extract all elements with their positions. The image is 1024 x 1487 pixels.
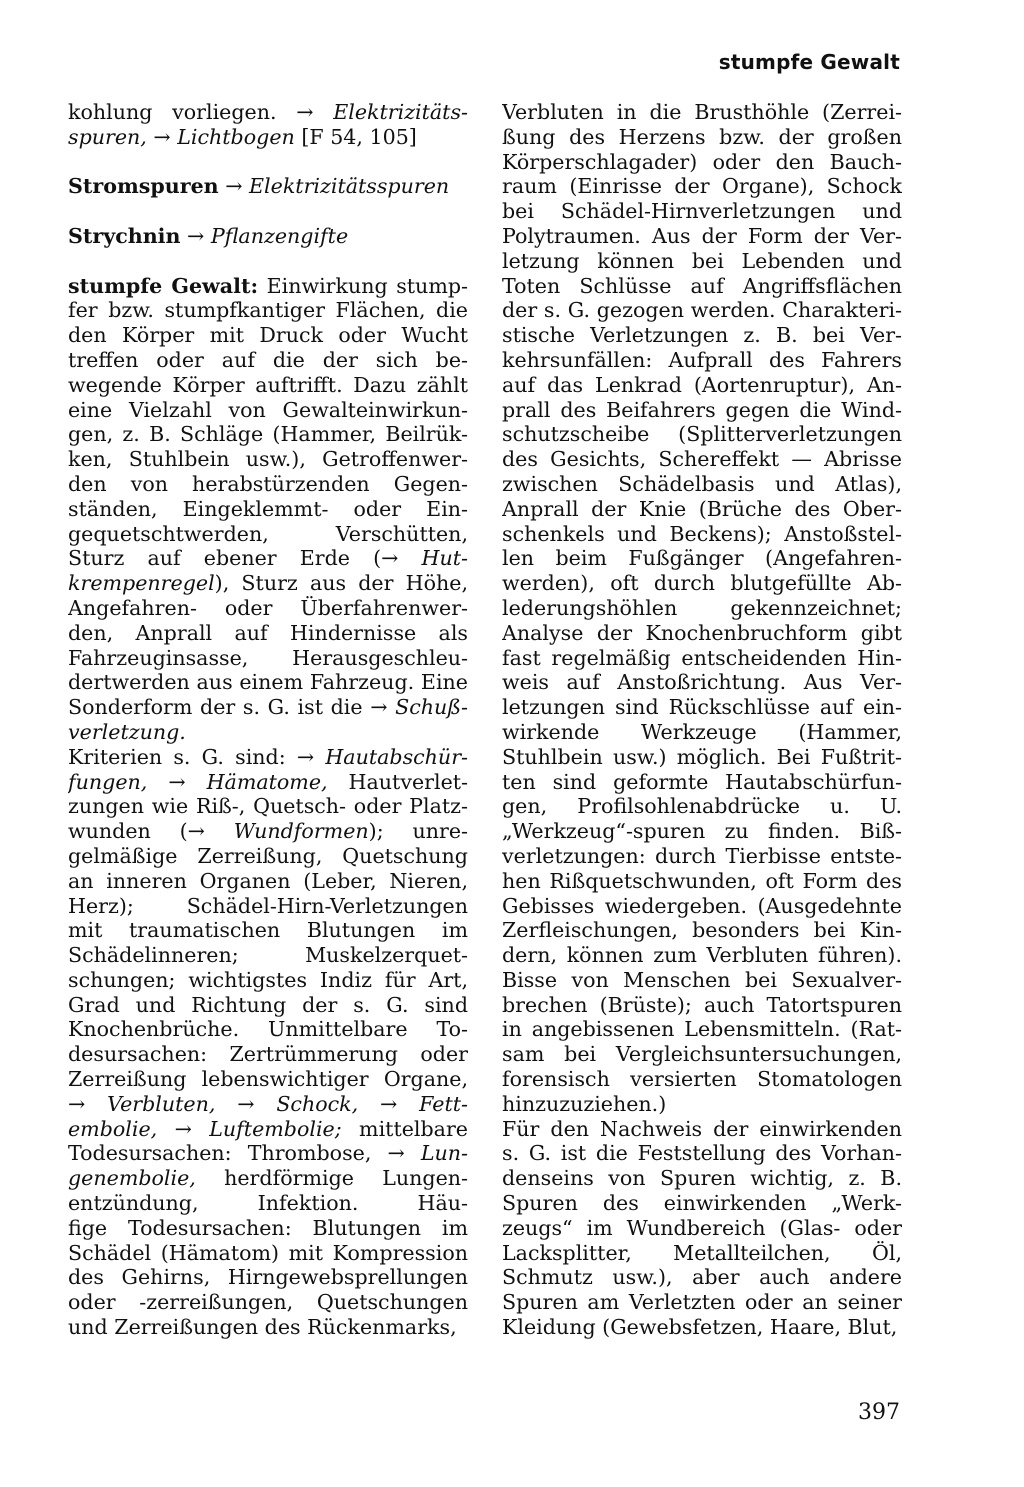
text-line	[68, 447, 468, 472]
text-run: →	[218, 174, 250, 199]
text-line	[68, 100, 468, 125]
text-line	[68, 1067, 468, 1092]
text-run: Bisse von Menschen bei Sexualver-	[502, 967, 902, 992]
right-column	[502, 100, 902, 1340]
text-run: Toten Schlüsse auf Angriffsflächen	[502, 273, 902, 298]
text-line	[502, 298, 902, 323]
text-line	[68, 844, 468, 869]
text-run: schutzscheibe (Splitterverletzungen	[502, 422, 902, 447]
text-line	[502, 348, 902, 373]
text-line	[68, 571, 468, 596]
text-line	[68, 522, 468, 547]
cross-reference: Elektrizitäts-	[333, 100, 468, 124]
text-line	[502, 720, 902, 745]
text-line	[68, 472, 468, 497]
text-run: prall des Beifahrers gegen die Wind-	[502, 397, 902, 422]
text-run: wunden (→	[68, 819, 234, 844]
text-line	[502, 398, 902, 423]
text-line	[502, 869, 902, 894]
text-run: Analyse der Knochenbruchform gibt	[502, 620, 902, 645]
text-run: und Zerreißungen des Rückenmarks,	[68, 1315, 457, 1340]
running-head: stumpfe Gewalt	[718, 50, 900, 74]
text-run: Sturz auf ebener Erde (→	[68, 546, 422, 571]
text-line	[68, 943, 468, 968]
headword: stumpfe Gewalt:	[68, 273, 259, 298]
text-run: Gebisses wiedergeben. (Ausgedehnte	[502, 893, 902, 918]
text-line	[68, 1315, 468, 1340]
text-run: entzündung, Infektion. Häu-	[68, 1191, 468, 1216]
text-run: in angebissenen Lebensmitteln. (Rat-	[502, 1017, 902, 1042]
text-line	[502, 497, 902, 522]
text-run: des Gesichts, Schereffekt — Abrisse	[502, 447, 902, 472]
cross-reference: Hämatome,	[206, 769, 328, 794]
text-run: Stuhlbein usw.) möglich. Bei Fußtrit-	[502, 744, 902, 769]
text-run: treffen oder auf die der sich be-	[68, 347, 468, 372]
text-run: Kleidung (Gewebsfetzen, Haare, Blut,	[502, 1315, 898, 1340]
text-line	[68, 646, 468, 671]
text-line	[68, 918, 468, 943]
headword: Strychnin	[68, 223, 181, 248]
text-line	[502, 819, 902, 844]
text-line	[68, 1017, 468, 1042]
text-line	[502, 571, 902, 596]
text-run: wegende Körper auftrifft. Dazu zählt	[68, 372, 468, 397]
text-run: Fahrzeuginsasse, Herausgeschleu-	[68, 645, 468, 670]
text-line	[68, 1265, 468, 1290]
text-run: kehrsunfällen: Aufprall des Fahrers	[502, 347, 902, 372]
text-line	[68, 720, 468, 745]
text-line	[502, 323, 902, 348]
text-run: an inneren Organen (Leber, Nieren,	[68, 868, 468, 893]
text-line	[502, 596, 902, 621]
text-run: schenkels und Beckens); Anstoßstel-	[502, 521, 902, 546]
text-line	[68, 621, 468, 646]
text-run: „Werkzeug“-spuren zu finden. Biß-	[502, 819, 902, 844]
cross-reference: Schuß-	[395, 695, 468, 720]
text-run: den von herabstürzenden Gegen-	[68, 471, 468, 496]
headword: Stromspuren	[68, 174, 219, 199]
text-run: →	[180, 223, 211, 248]
text-run: verletzungen: durch Tierbisse entste-	[502, 843, 902, 868]
text-run: brechen (Brüste); auch Tatortspuren	[502, 992, 902, 1017]
text-run: Schädelinneren; Muskelzerquet-	[68, 943, 468, 968]
text-line	[68, 298, 468, 323]
text-line	[502, 224, 902, 249]
text-line	[502, 993, 902, 1018]
text-run: Schmutz usw.), aber auch andere	[502, 1265, 902, 1290]
text-run: mit traumatischen Blutungen im	[68, 918, 468, 943]
text-line	[502, 522, 902, 547]
text-run: den, Anprall auf Hindernisse als	[68, 620, 468, 645]
text-line	[502, 373, 902, 398]
text-line	[502, 1216, 902, 1241]
cross-reference: Luftembolie;	[209, 1116, 342, 1141]
text-line	[68, 398, 468, 423]
text-run: Spuren des einwirkenden „Werk-	[502, 1191, 902, 1216]
text-line	[502, 150, 902, 175]
text-line	[68, 497, 468, 522]
text-line	[68, 993, 468, 1018]
text-run: →	[358, 1091, 420, 1116]
text-run: sam bei Vergleichsuntersuchungen,	[502, 1042, 902, 1067]
text-line	[502, 670, 902, 695]
text-line	[68, 1117, 468, 1142]
text-line	[68, 745, 468, 770]
text-line	[502, 745, 902, 770]
text-line	[502, 125, 902, 150]
text-run: dertwerden aus einem Fahrzeug. Eine	[68, 670, 468, 695]
text-line	[502, 770, 902, 795]
text-run: kohlung vorliegen. →	[68, 100, 334, 124]
text-run: den Körper mit Druck oder Wucht	[68, 323, 468, 348]
text-line	[502, 943, 902, 968]
text-line	[68, 695, 468, 720]
text-run: Hautverlet-	[327, 769, 468, 794]
text-run: letzung können bei Lebenden und	[502, 248, 902, 273]
text-run: →	[157, 1116, 210, 1141]
text-line	[502, 100, 902, 125]
text-run: hinzuzuziehen.)	[502, 1091, 667, 1116]
text-line	[68, 1166, 468, 1191]
text-line	[502, 546, 902, 571]
text-run: zwischen Schädelbasis und Atlas),	[502, 471, 902, 496]
text-run: Grad und Richtung der s. G. sind	[68, 992, 468, 1017]
text-line	[502, 1017, 902, 1042]
text-run: Schädel (Hämatom) mit Kompression	[68, 1240, 468, 1265]
text-run: Herz); Schädel-Hirn-Verletzungen	[68, 893, 468, 918]
cross-reference: Pflanzengifte	[210, 223, 349, 248]
text-run: werden), oft durch blutgefüllte Ab-	[502, 571, 902, 596]
left-column	[68, 100, 468, 1340]
text-run: hen Rißquetschwunden, oft Form des	[502, 868, 902, 893]
text-run: zeugs“ im Wundbereich (Glas- oder	[502, 1215, 902, 1240]
text-run: lederungshöhlen gekennzeichnet;	[502, 595, 902, 620]
text-run: ten sind geformte Hautabschürfun-	[502, 769, 902, 794]
text-line	[68, 1042, 468, 1067]
text-line	[68, 1241, 468, 1266]
text-run: len beim Fußgänger (Angefahren-	[502, 546, 902, 571]
text-run: Knochenbrüche. Unmittelbare To-	[68, 1017, 468, 1042]
text-run: Lacksplitter, Metallteilchen, Öl,	[502, 1240, 902, 1265]
text-line	[68, 894, 468, 919]
text-run: wirkende Werkzeuge (Hammer,	[502, 719, 902, 744]
cross-reference: Hut-	[421, 546, 468, 571]
text-line	[68, 1092, 468, 1117]
text-run: fast regelmäßig entscheidenden Hin-	[502, 645, 902, 670]
text-line	[502, 1117, 902, 1142]
cross-reference: Wundformen	[233, 819, 369, 844]
text-run: Zerreißung lebenswichtiger Organe,	[68, 1067, 468, 1092]
cross-reference: embolie,	[68, 1116, 158, 1141]
text-line	[502, 1092, 902, 1117]
text-line	[68, 1191, 468, 1216]
text-run: mittelbare	[341, 1116, 468, 1141]
text-line	[502, 695, 902, 720]
text-line	[502, 1315, 902, 1340]
text-run: forensisch versierten Stomatologen	[502, 1067, 902, 1092]
text-line	[502, 646, 902, 671]
cross-reference: Fett-	[419, 1091, 468, 1116]
text-line	[502, 1067, 902, 1092]
text-run: ); unre-	[368, 819, 468, 844]
text-line	[68, 174, 468, 199]
cross-reference: Verbluten,	[107, 1091, 216, 1116]
text-run: fige Todesursachen: Blutungen im	[68, 1215, 468, 1240]
text-run: →	[147, 769, 207, 794]
cross-reference: Lun-	[420, 1141, 468, 1166]
text-line	[68, 770, 468, 795]
paragraph-gap	[68, 199, 468, 224]
cross-reference: verletzung.	[68, 719, 186, 744]
text-line	[502, 794, 902, 819]
text-run: Angefahren- oder Überfahrenwer-	[68, 595, 468, 620]
text-run: Sonderform der s. G. ist die →	[68, 695, 396, 720]
text-run: der s. G. gezogen werden. Charakteri-	[502, 298, 902, 323]
text-line	[502, 199, 902, 224]
text-line	[68, 373, 468, 398]
text-line	[502, 1191, 902, 1216]
cross-reference: Lichtbogen	[177, 124, 295, 149]
paragraph-gap	[68, 249, 468, 274]
text-run: →	[146, 124, 178, 149]
text-run: ständen, Eingeklemmt- oder Ein-	[68, 496, 468, 521]
text-run: zungen wie Riß-, Quetsch- oder Platz-	[68, 794, 468, 819]
text-line	[502, 1265, 902, 1290]
text-run: stische Verletzungen z. B. bei Ver-	[502, 323, 902, 348]
text-run: oder -zerreißungen, Quetschungen	[68, 1290, 468, 1315]
text-line	[502, 422, 902, 447]
text-run: des Gehirns, Hirngewebsprellungen	[68, 1265, 468, 1290]
text-run: [F 54, 105]	[294, 124, 417, 149]
text-line	[68, 274, 468, 299]
text-line	[502, 1166, 902, 1191]
text-run: Spuren am Verletzten oder an seiner	[502, 1290, 902, 1315]
paragraph-gap	[68, 150, 468, 175]
text-run: bei Schädel-Hirnverletzungen und	[502, 199, 902, 224]
text-line	[68, 794, 468, 819]
text-run: schungen; wichtigstes Indiz für Art,	[68, 967, 468, 992]
text-run: weis auf Anstoßrichtung. Aus Ver-	[502, 670, 902, 695]
cross-reference: Hautabschür-	[325, 744, 468, 769]
cross-reference: spuren,	[68, 124, 147, 149]
text-line	[68, 1290, 468, 1315]
text-line	[68, 819, 468, 844]
text-line	[68, 224, 468, 249]
page-number: 397	[858, 1400, 900, 1425]
text-run: letzungen sind Rückschlüsse auf ein-	[502, 695, 902, 720]
text-line	[502, 1290, 902, 1315]
text-run: gelmäßige Zerreißung, Quetschung	[68, 843, 468, 868]
text-run: ßung des Herzens bzw. der großen	[502, 124, 902, 149]
cross-reference: fungen,	[68, 769, 148, 794]
text-run: dern, können zum Verbluten führen).	[502, 943, 902, 968]
text-run: →	[215, 1091, 277, 1116]
text-line	[502, 894, 902, 919]
cross-reference: genembolie,	[68, 1166, 196, 1191]
text-run: Körperschlagader) oder den Bauch-	[502, 149, 902, 174]
text-run: Verbluten in die Brusthöhle (Zerrei-	[502, 100, 902, 124]
text-line	[502, 918, 902, 943]
text-line	[502, 1141, 902, 1166]
text-run: gen, Profilsohlenabdrücke u. U.	[502, 794, 902, 819]
text-line	[68, 1216, 468, 1241]
text-run: Zerfleischungen, besonders bei Kin-	[502, 918, 902, 943]
text-line	[68, 869, 468, 894]
text-line	[502, 1241, 902, 1266]
text-run: ), Sturz aus der Höhe,	[214, 571, 468, 596]
text-line	[502, 1042, 902, 1067]
text-run: Kriterien s. G. sind: →	[68, 744, 326, 769]
text-run: →	[68, 1091, 108, 1116]
text-run: ken, Stuhlbein usw.), Getroffenwer-	[68, 447, 468, 472]
text-run: Einwirkung stump-	[258, 273, 468, 298]
text-line	[502, 174, 902, 199]
text-run: fer bzw. stumpfkantiger Flächen, die	[68, 298, 468, 323]
text-run: eine Vielzahl von Gewalteinwirkun-	[68, 397, 468, 422]
text-line	[68, 670, 468, 695]
text-line	[68, 422, 468, 447]
cross-reference: Schock,	[276, 1091, 359, 1116]
text-line	[68, 323, 468, 348]
text-run: denseins von Spuren wichtig, z. B.	[502, 1166, 902, 1191]
text-line	[502, 274, 902, 299]
text-line	[502, 447, 902, 472]
text-run: Anprall der Knie (Brüche des Ober-	[502, 496, 902, 521]
text-line	[68, 546, 468, 571]
text-run: Todesursachen: Thrombose, →	[68, 1141, 421, 1166]
cross-reference: Elektrizitätsspuren	[249, 174, 450, 199]
text-line	[68, 968, 468, 993]
text-run: Für den Nachweis der einwirkenden	[502, 1116, 902, 1141]
cross-reference: krempenregel	[68, 571, 215, 596]
text-line	[502, 844, 902, 869]
text-line	[68, 125, 468, 150]
text-run: gen, z. B. Schläge (Hammer, Beilrük-	[68, 422, 468, 447]
text-line	[502, 472, 902, 497]
text-run: Polytraumen. Aus der Form der Ver-	[502, 223, 902, 248]
text-line	[68, 1141, 468, 1166]
text-run: s. G. ist die Feststellung des Vorhan-	[502, 1141, 902, 1166]
text-run: raum (Einrisse der Organe), Schock	[502, 174, 902, 199]
text-line	[68, 348, 468, 373]
text-run: gequetschtwerden, Verschütten,	[68, 521, 468, 546]
text-run: herdförmige Lungen-	[195, 1166, 468, 1191]
text-line	[502, 249, 902, 274]
text-line	[502, 621, 902, 646]
text-line	[68, 596, 468, 621]
text-run: auf das Lenkrad (Aortenruptur), An-	[502, 372, 902, 397]
text-line	[502, 968, 902, 993]
text-run: desursachen: Zertrümmerung oder	[68, 1042, 468, 1067]
